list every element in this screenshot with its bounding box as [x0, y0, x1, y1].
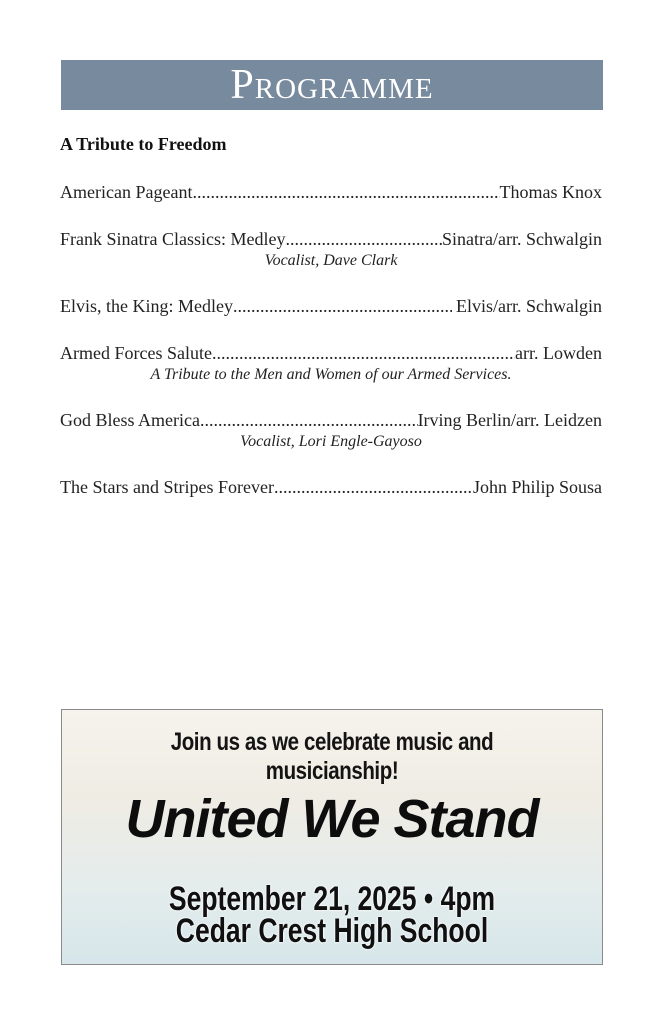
spacer — [60, 318, 602, 341]
spacer — [60, 452, 602, 475]
piece-note: Vocalist, Lori Engle-Gayoso — [240, 433, 422, 450]
piece-composer: Sinatra/arr. Schwalgin — [442, 229, 602, 249]
piece-note: A Tribute to the Men and Women of our Armed Services. — [150, 366, 512, 383]
concert-advertisement — [61, 709, 603, 965]
piece-note: Vocalist, Dave Clark — [264, 252, 398, 269]
piece-title: God Bless America — [60, 410, 200, 430]
program-item — [60, 294, 602, 318]
dot-leader — [200, 408, 418, 432]
piece-title: American Pageant — [60, 182, 193, 202]
program-item — [60, 408, 602, 452]
piece-composer: Elvis/arr. Schwalgin — [451, 296, 602, 316]
page-title: Programme — [230, 62, 434, 108]
programme-banner — [61, 60, 603, 110]
program-item-line — [60, 180, 602, 204]
program-item — [60, 475, 602, 499]
piece-title: The Stars and Stripes Forever — [60, 477, 274, 497]
piece-composer: arr. Lowden — [515, 343, 602, 363]
ad-date: September 21, 2025 • 4pm — [168, 880, 496, 918]
piece-title: Armed Forces Salute — [60, 343, 212, 363]
spacer — [60, 204, 602, 227]
spacer — [60, 385, 602, 408]
program-item-line — [60, 294, 602, 318]
ad-tagline: Join us as we celebrate music and musicianship! — [170, 728, 494, 785]
section-heading: A Tribute to Freedom — [60, 134, 227, 154]
piece-title: Frank Sinatra Classics: Medley — [60, 229, 286, 249]
piece-composer: John Philip Sousa — [472, 477, 602, 497]
dot-leader — [274, 475, 473, 499]
program-item — [60, 180, 602, 204]
piece-composer: Irving Berlin/arr. Leidzen — [417, 410, 602, 430]
spacer — [60, 271, 602, 294]
program-item — [60, 227, 602, 271]
program-item-line — [60, 408, 602, 432]
program-item-line — [60, 341, 602, 365]
dot-leader — [285, 227, 442, 251]
ad-title: United We Stand — [125, 789, 539, 849]
dot-leader — [192, 180, 499, 204]
program-item-line — [60, 475, 602, 499]
program-list — [60, 180, 602, 499]
program-item — [60, 341, 602, 385]
piece-title: Elvis, the King: Medley — [60, 296, 233, 316]
dot-leader — [212, 341, 515, 365]
dot-leader — [233, 294, 452, 318]
ad-venue: Cedar Crest High School — [175, 912, 489, 950]
piece-composer: Thomas Knox — [499, 182, 602, 202]
program-item-line — [60, 227, 602, 251]
